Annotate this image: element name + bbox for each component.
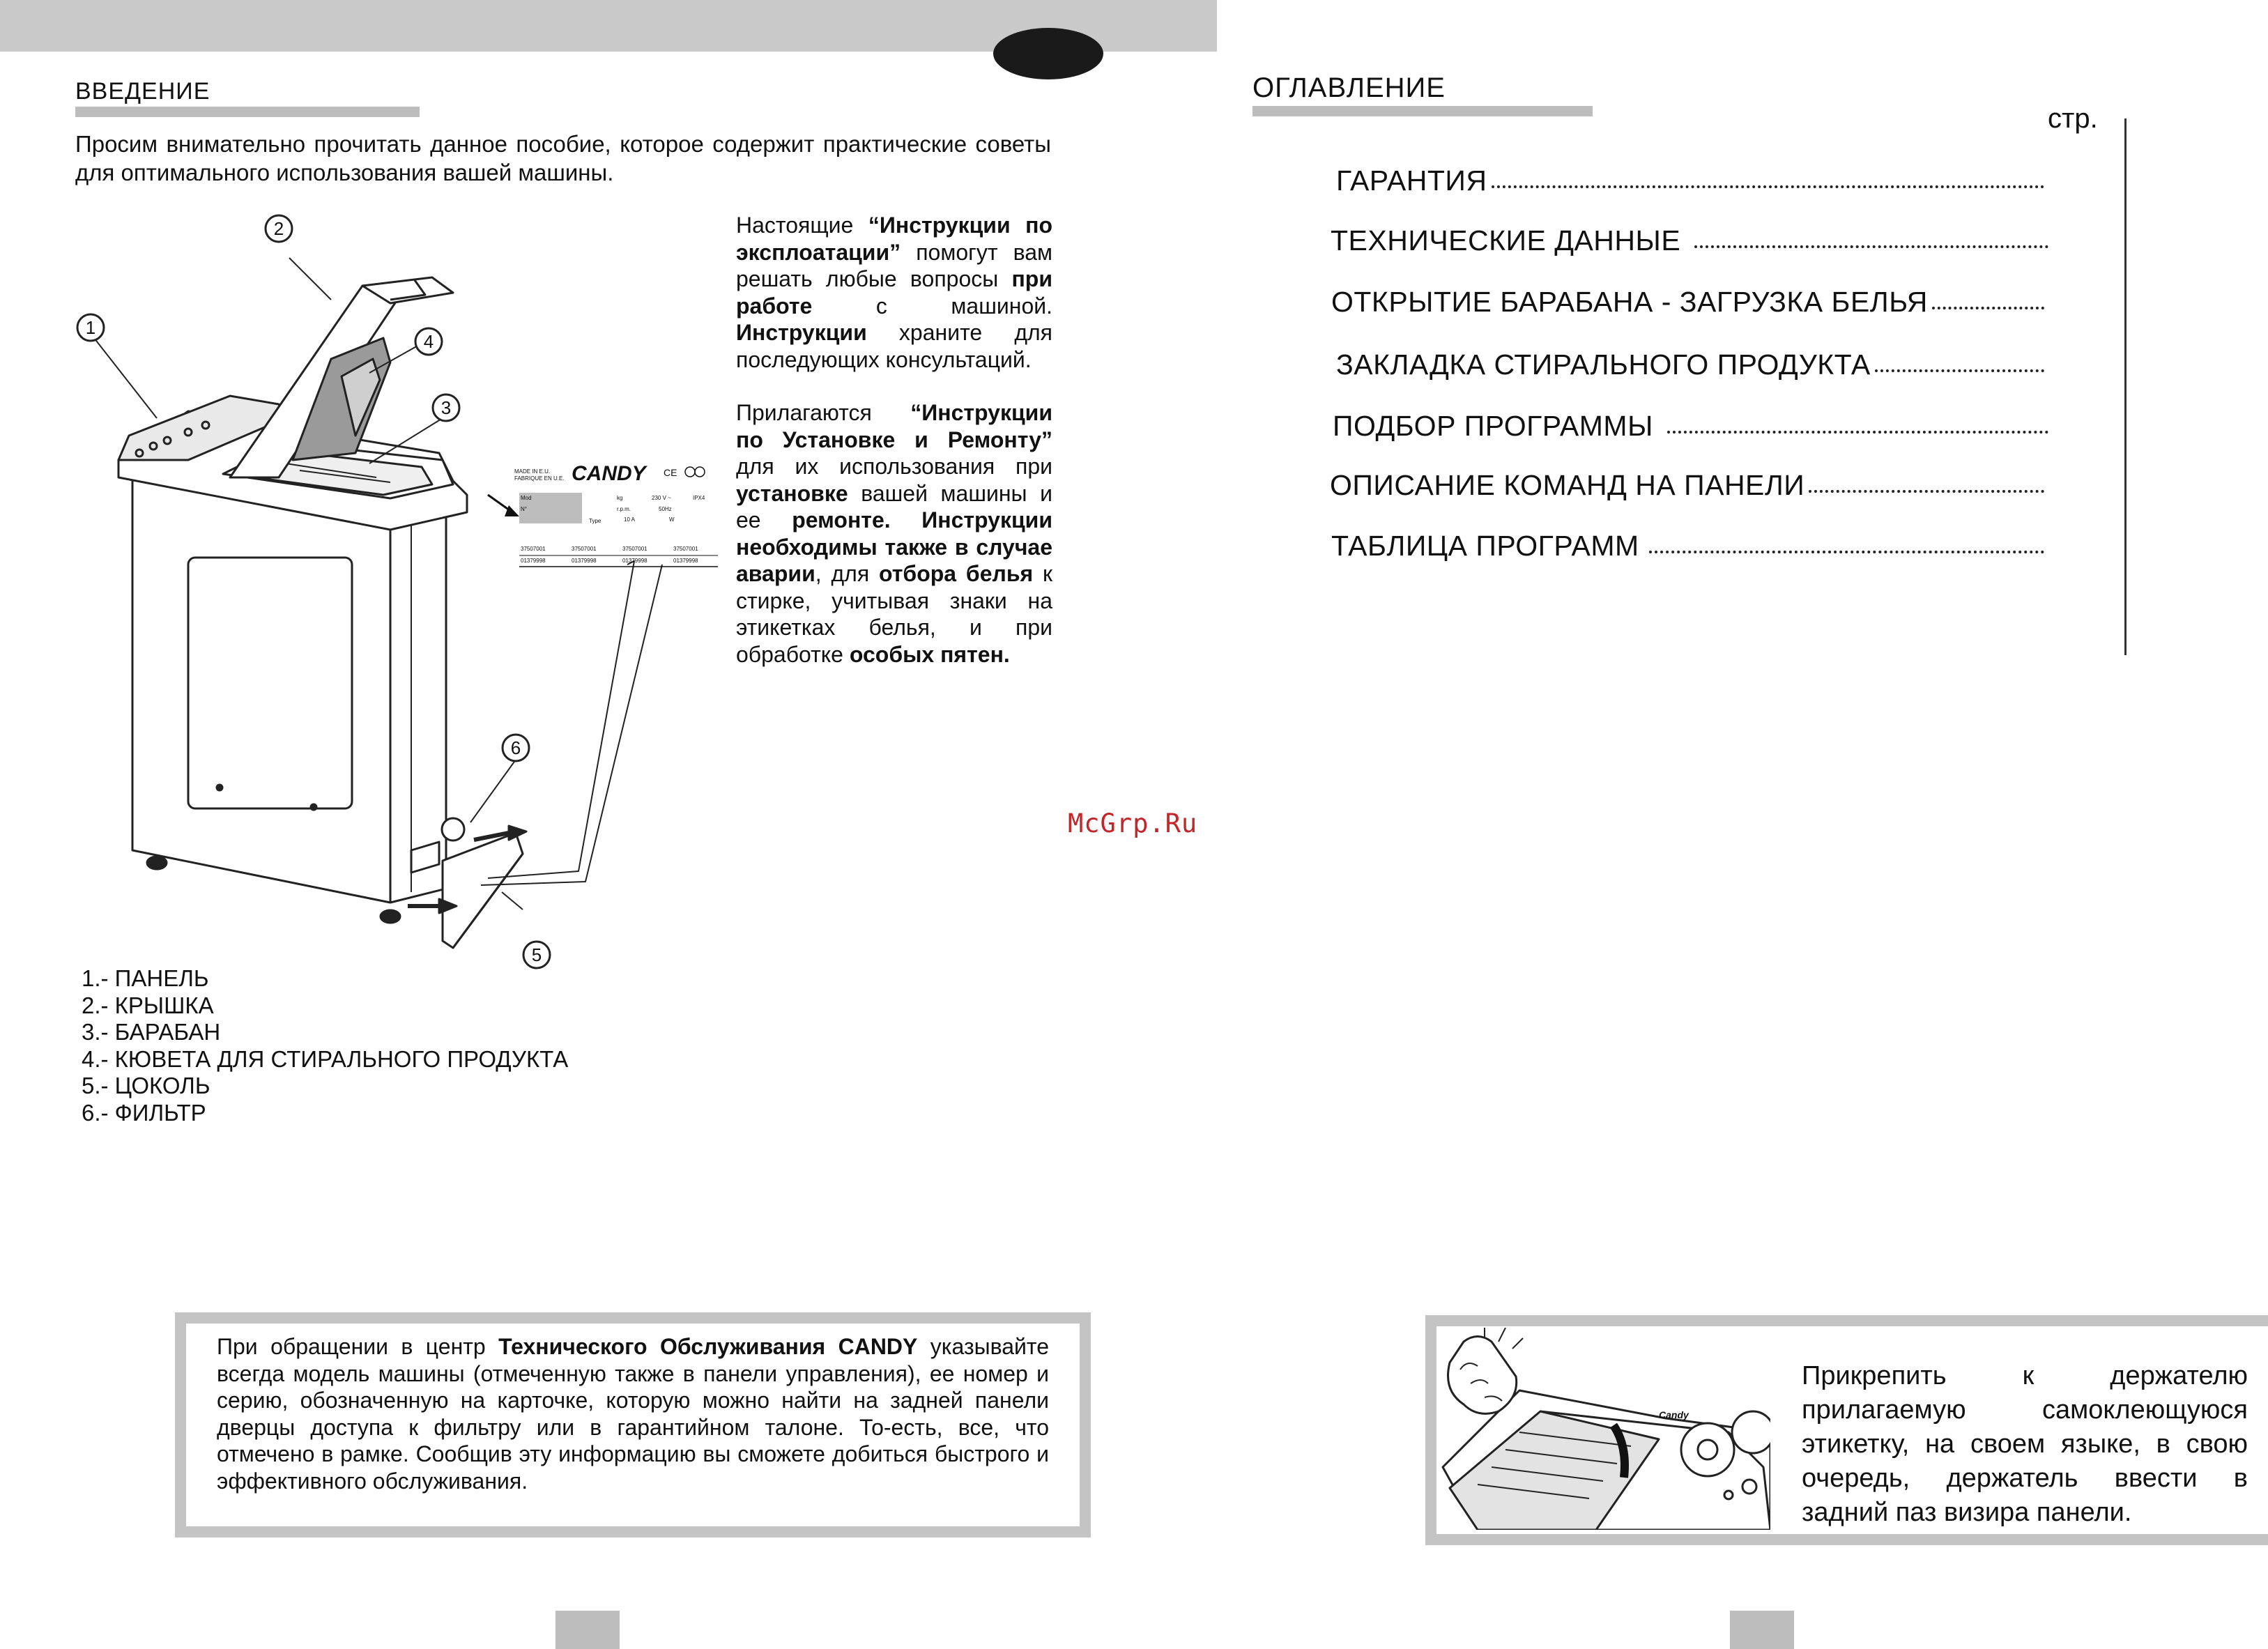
right-page-footer-tab	[1730, 1611, 1794, 1649]
plate-amp: 10 A	[624, 516, 636, 523]
left-page-footer-tab	[555, 1611, 620, 1649]
plate-hz: 50Hz	[659, 506, 672, 512]
emphasis-text: особых пятен.	[849, 641, 1010, 667]
toc-title-underline	[1252, 106, 1593, 116]
plate-brand: CANDY	[572, 462, 646, 485]
toc-entry-label: ОПИСАНИЕ КОМАНД НА ПАНЕЛИ	[1330, 469, 1805, 501]
body-text: к стирке, учитывая знаки на этикетках белья, и при обработке	[736, 561, 1053, 667]
watermark: McGrp.Ru	[1068, 808, 1198, 838]
emphasis-text: ремонте. Инструкции необходимы также в случае аварии	[736, 507, 1052, 586]
plate-w: W	[669, 516, 675, 523]
plate-kg: kg	[617, 495, 623, 501]
plate-serial: 01379998	[572, 558, 597, 564]
toc-leader-dots	[1932, 307, 2044, 309]
body-text: При обращении в центр	[217, 1334, 499, 1359]
parts-list	[82, 965, 568, 1126]
toc-leader-dots	[1667, 431, 2048, 434]
toc-entry[interactable]	[1333, 410, 2048, 443]
parts-list-item: 5.- ЦОКОЛЬ	[82, 1073, 210, 1098]
body-text: , для	[815, 561, 879, 586]
toc-entry-label: ОТКРЫТИЕ БАРАБАНА - ЗАГРУЗКА БЕЛЬЯ	[1331, 286, 1928, 318]
body-text: указывайте всегда модель машины (отмеченную также в панели управления), ее номер и серию, обозначенную на карточке, которую можно найти на задней панели дверцы доступа к фильтру или в гарантийном талоне. То-есть, все, что отмечено в рамке. Сообщив эту информацию вы сможете добиться быстрого и эффективного обслуживания.	[217, 1334, 1050, 1494]
toc-entry-label: ЗАКЛАДКА СТИРАЛЬНОГО ПРОДУКТА	[1336, 348, 1871, 381]
plate-serial: 01379998	[521, 558, 546, 564]
plate-cert-icon	[685, 467, 695, 477]
toc-entry-label: ПОДБОР ПРОГРАММЫ	[1333, 410, 1653, 442]
plate-made-in: MADE IN E.U.	[514, 468, 551, 475]
toc-entry[interactable]	[1336, 164, 2044, 197]
plate-code: 37507001	[673, 546, 698, 552]
plate-volt: 230 V ~	[652, 495, 671, 501]
toc-entry[interactable]	[1331, 286, 2044, 319]
install-instructions-paragraph	[736, 399, 1052, 668]
callout-5: 5	[531, 944, 542, 965]
plate-ce-mark: CE	[664, 467, 677, 478]
service-note-box	[175, 1312, 1091, 1537]
plate-code: 37507001	[622, 546, 648, 552]
emphasis-text: отбора белья	[879, 561, 1034, 586]
callout-6: 6	[510, 737, 521, 758]
plate-ipx: IPX4	[693, 495, 705, 501]
toc-leader-dots	[1809, 490, 2044, 493]
parts-list-item: 2.- КРЫШКА	[82, 992, 214, 1018]
body-text: для их использования при	[736, 454, 1052, 479]
plate-row3: Type	[589, 518, 602, 524]
toc-leader-dots	[1492, 185, 2045, 188]
plate-fabrique: FABRIQUE EN U.E.	[514, 475, 565, 482]
intro-title-underline	[75, 107, 420, 117]
toc-entry[interactable]	[1331, 224, 2048, 257]
plate-serial: 01379998	[673, 558, 698, 564]
rating-plate	[481, 457, 721, 578]
parts-list-item: 6.- ФИЛЬТР	[82, 1099, 206, 1126]
emphasis-text: “Инструкции по Установке и Ремонту”	[736, 400, 1052, 452]
toc-entry[interactable]	[1331, 530, 2044, 562]
toc-leader-dots	[1649, 551, 2044, 553]
toc-entry[interactable]	[1330, 469, 2044, 502]
toc-leader-dots	[1694, 245, 2048, 248]
toc-entry-label: ТАБЛИЦА ПРОГРАММ	[1331, 530, 1639, 562]
body-text: храните для последующих консультаций.	[736, 320, 1052, 372]
body-text: вашей машины и ее	[736, 480, 1052, 532]
parts-list-item: 4.- КЮВЕТА ДЛЯ СТИРАЛЬНОГО ПРОДУКТА	[82, 1045, 569, 1072]
label-note-text: Прикрепить к держателю прилагаемую самоклеющуюся этикетку, на своем языке, в свою очередь, держатель ввести в задний паз визира панели.	[1802, 1361, 2248, 1527]
callout-3: 3	[440, 397, 452, 418]
body-text: Прилагаются	[736, 400, 911, 425]
side-description	[736, 212, 1052, 694]
emphasis-text: при работе	[736, 266, 1052, 319]
toc-page-column-line	[2124, 118, 2127, 655]
page-number-oval	[993, 28, 1103, 79]
intro-title: ВВЕДЕНИЕ	[75, 78, 210, 105]
plate-rpm: r.p.m.	[617, 506, 631, 512]
toc-leader-dots	[1875, 369, 2044, 372]
intro-paragraph: Просим внимательно прочитать данное пособие, которое содержит практические советы для оптимального использования вашей машины.	[75, 131, 1051, 185]
callout-1: 1	[85, 317, 96, 338]
plate-row1: Mod	[521, 495, 532, 501]
plate-cert-icon	[695, 467, 705, 477]
body-text: с машиной.	[812, 293, 1052, 319]
illustration-brand: Candy	[1659, 1409, 1689, 1420]
plate-code: 37507001	[521, 546, 546, 552]
parts-list-item: 3.- БАРАБАН	[82, 1019, 221, 1045]
service-note-text	[186, 1324, 1080, 1526]
emphasis-text: “Инструкции по эксплоатации”	[736, 213, 1053, 265]
plate-row2: N°	[521, 506, 527, 512]
callout-4: 4	[423, 331, 434, 352]
washing-machine-illustration	[63, 202, 732, 976]
toc-entry-label: ГАРАНТИЯ	[1336, 164, 1487, 197]
body-text: помогут вам решать любые вопросы	[736, 239, 1052, 291]
emphasis-text: установке	[736, 480, 848, 506]
body-text: Настоящие	[736, 213, 868, 238]
emphasis-text: Технического Обслуживания CANDY	[498, 1334, 918, 1359]
label-holder-illustration	[1436, 1328, 1770, 1530]
plate-serial: 01379998	[622, 558, 648, 564]
toc-entry[interactable]	[1336, 348, 2044, 381]
usage-instructions-paragraph	[736, 212, 1052, 373]
plate-code: 37507001	[572, 546, 597, 552]
toc-entry-label: ТЕХНИЧЕСКИЕ ДАННЫЕ	[1331, 224, 1681, 256]
toc-page-column-label: стр.	[2048, 103, 2098, 134]
toc-title: ОГЛАВЛЕНИЕ	[1252, 72, 1446, 103]
callout-2: 2	[273, 218, 284, 239]
emphasis-text: Инструкции	[736, 320, 867, 345]
parts-list-item: 1.- ПАНЕЛЬ	[82, 965, 209, 991]
